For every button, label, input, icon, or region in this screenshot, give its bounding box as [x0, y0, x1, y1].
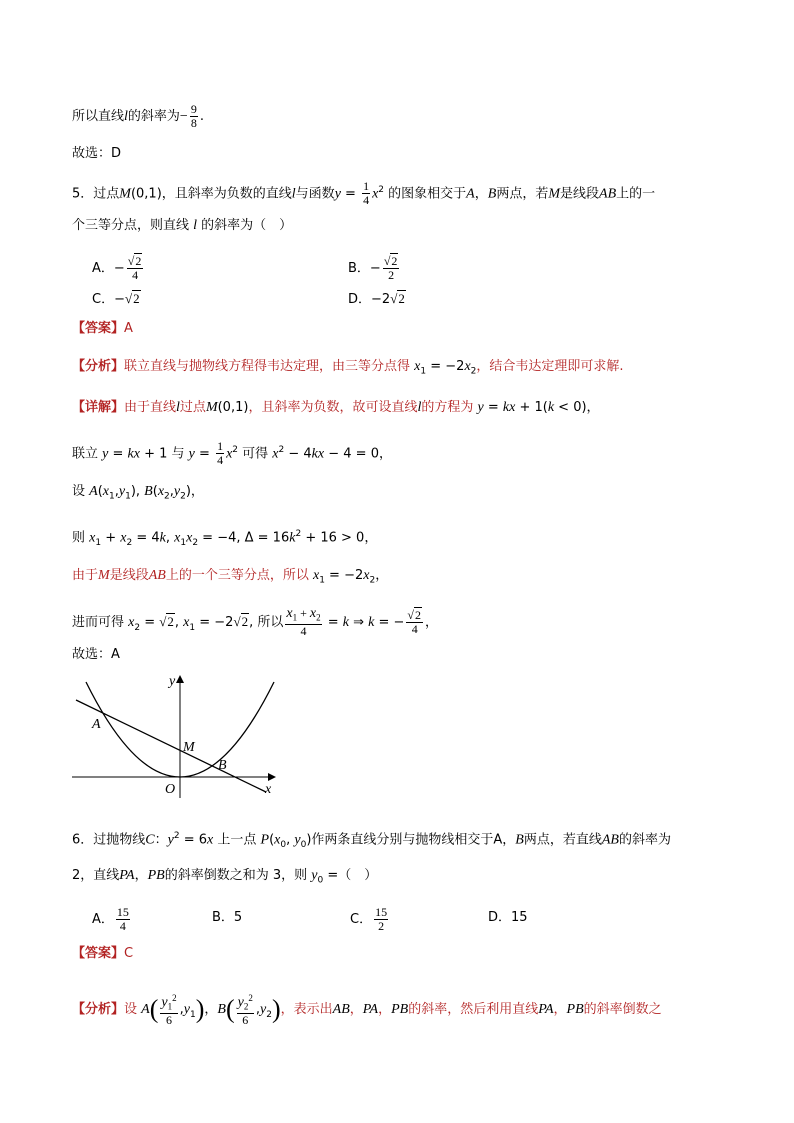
q5-stem-line1: 5．过点M(0,1)，且斜率为负数的直线l与函数y = $\frac{1}{4}$ $x^2$ 的图象相交于A，B两点，若M是线段AB上的一 [72, 179, 656, 208]
figure-point-m: M [183, 740, 195, 755]
prev-choice [72, 144, 121, 164]
q5-detail-2: 联立 y = kx + 1 与 y = $\frac{1}{4}$ $x^2$ 可得 $x^2 - 4kx - 4 = 0$， [72, 439, 392, 468]
q5-detail-5: 由于M是线段AB上的一个三等分点，所以 $x_1 = -2x_2$， [72, 568, 389, 586]
line-l [76, 700, 266, 792]
figure-x-label: x [265, 782, 272, 797]
q5-detail-3: 设 $A(x_1,y_1)$, $B(x_2,y_2)$， [72, 484, 204, 502]
q6-option-b: B．5 [212, 910, 243, 925]
prev-slope-line: 所以直线l的斜率为− $\frac{9}{8}$ . [72, 102, 204, 130]
q6-answer: 【答案】C [72, 946, 134, 961]
q5-choice: 故选：A [72, 647, 120, 662]
q5-option-b: B．− $\frac{√2}{2}$ [348, 254, 398, 282]
q5-detail-4: 则 $x_1 + x_2 = 4k$, $x_1x_2 = -4$, $\Delta = 16k^2 + 16 > 0$， [72, 529, 378, 548]
q5-option-c: C．−√2 [92, 291, 140, 307]
q5-option-d: D．−2√2 [348, 291, 405, 307]
figure-y-label: y [169, 674, 176, 689]
q5-detail-1: 【详解】由于直线l过点M(0,1)，且斜率为负数，故可设直线l的方程为 y = kx + 1(k < 0)， [72, 400, 600, 415]
q5-parabola-figure [70, 672, 290, 802]
q5-analysis: 【分析】联立直线与抛物线方程得韦达定理，由三等分点得 $x_1 = -2x_2$，结合韦达定理即可求解. [72, 359, 624, 377]
q6-stem-line2: 2，直线PA，PB的斜率倒数之和为 3，则 $y_0$ =（ ） [72, 868, 378, 886]
x-axis-arrow [268, 773, 276, 781]
q5-detail-6: 进而可得 $x_2 = √2$, $x_1 = -2√2$, 所以 $\frac{x_1 + x_2}{4}$ = k ⇒ k = − $\frac{√2}{4}$ ， [72, 606, 439, 639]
q6-stem-line1: 6．过抛物线C：$y^2 = 6x$ 上一点 $P(x_0$, $y_0$)作两条直线分别与抛物线相交于A，B两点，若直线AB的斜率为 [72, 831, 671, 850]
figure-origin-label: O [165, 782, 176, 797]
q6-option-c: C． $\frac{15}{2}$ [350, 905, 388, 933]
y-axis-arrow [176, 675, 184, 683]
q5-stem-line2: 个三等分点，则直线 l 的斜率为（ ） [72, 218, 293, 233]
figure-point-a: A [92, 717, 101, 732]
q6-option-d: D．15 [488, 910, 528, 925]
q6-analysis: 【分析】设 A( $\frac{y_1^2}{6}$ $,y_1$)，B( $\frac{y_2^2}{6}$ $,y_2$)，表示出AB，PA，PB的斜率，然后利用直线PA，PB的斜率倒数之 [72, 993, 662, 1028]
q6-option-a: A． $\frac{15}{4}$ [92, 905, 129, 933]
q5-option-a: A．− $\frac{√2}{4}$ [92, 254, 142, 282]
figure-point-b: B [218, 758, 227, 773]
prev-choice-text: 故选：D [72, 146, 122, 161]
q5-answer: 【答案】A [72, 321, 133, 336]
